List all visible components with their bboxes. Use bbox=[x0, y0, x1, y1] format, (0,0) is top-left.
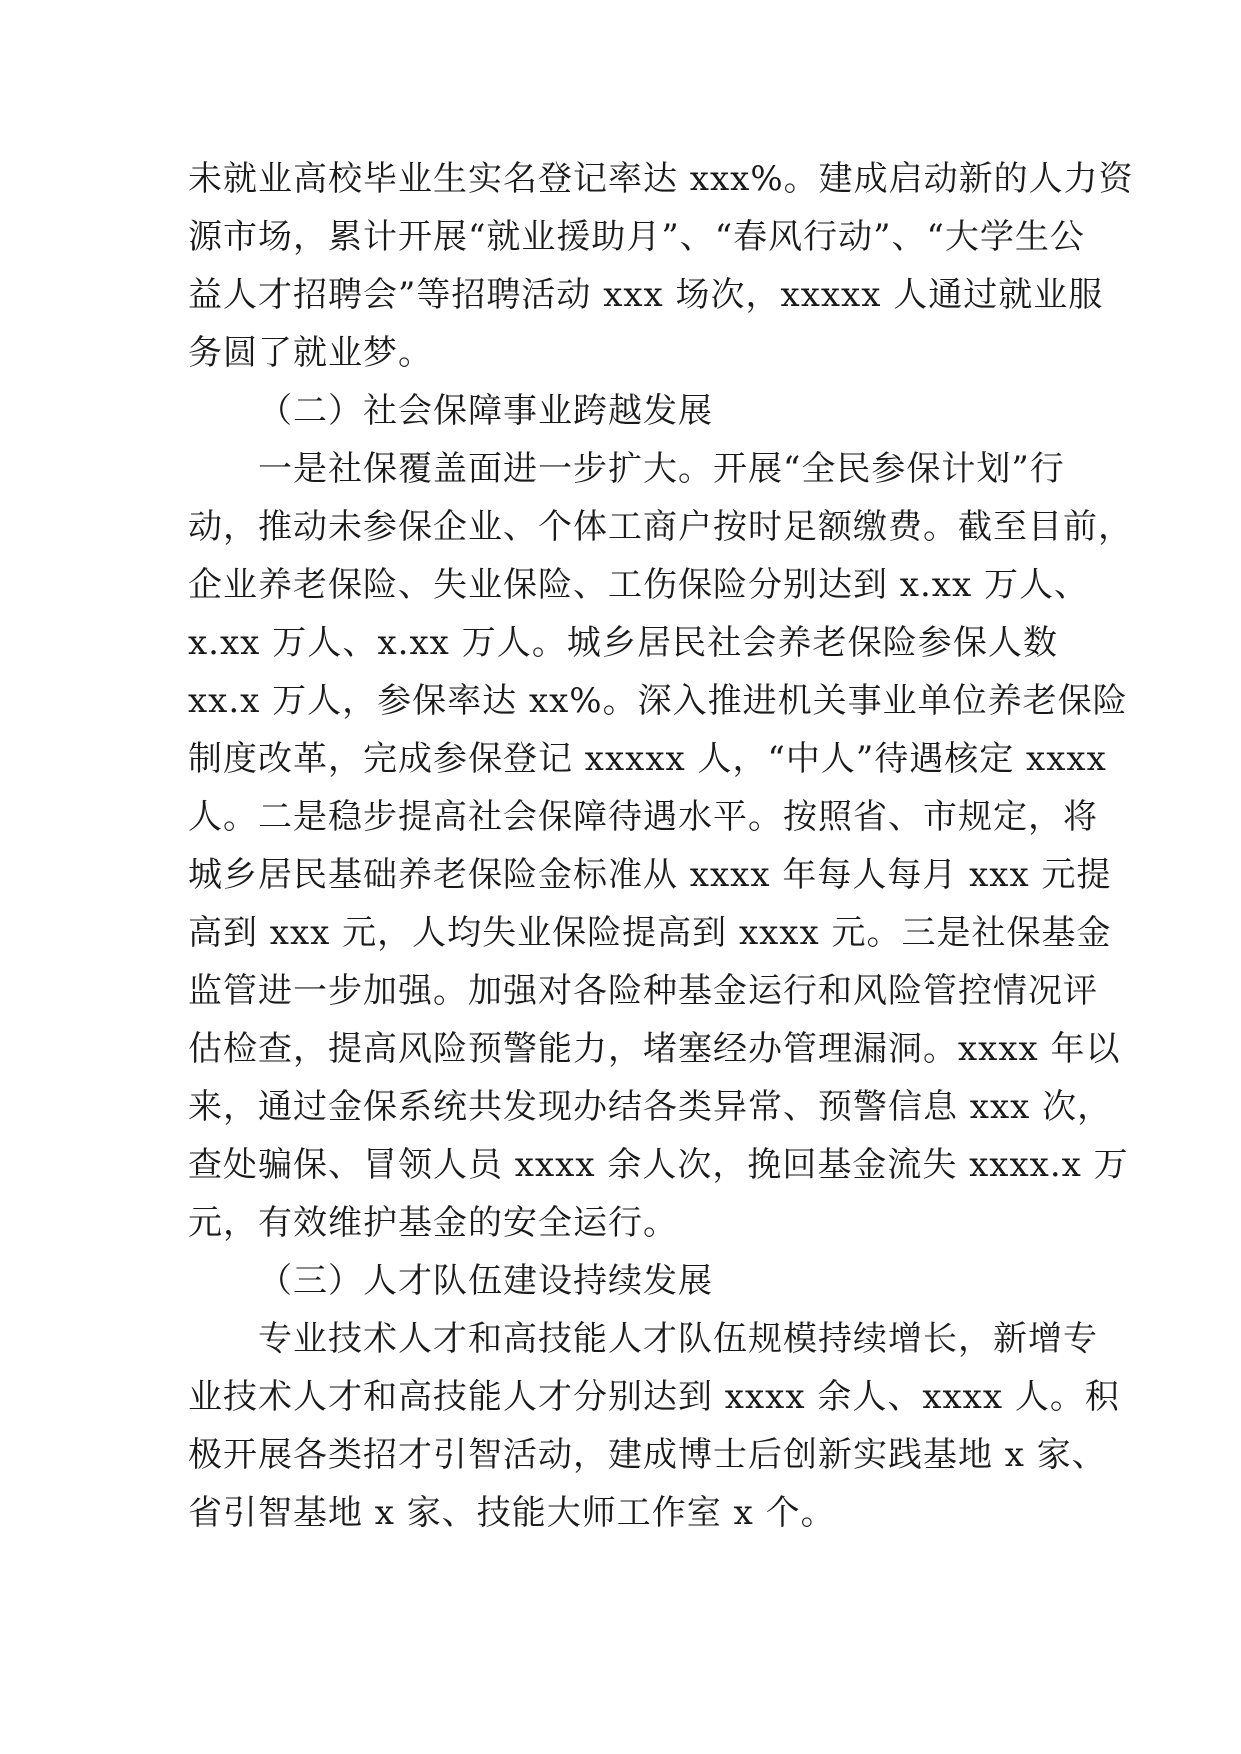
section-heading: （三）人才队伍建设持续发展 bbox=[258, 1261, 713, 1301]
text-line: 业技术人才和高技能人才分别达到 xxxx 余人、xxxx 人。积 bbox=[188, 1377, 1120, 1417]
text-line: 人。二是稳步提高社会保障待遇水平。按照省、市规定，将 bbox=[188, 797, 1098, 837]
text-line: 未就业高校毕业生实名登记率达 xxx%。建成启动新的人力资 bbox=[188, 159, 1134, 199]
section-heading: （二）社会保障事业跨越发展 bbox=[258, 391, 713, 431]
text-line: 动，推动未参保企业、个体工商户按时足额缴费。截至目前， bbox=[188, 507, 1133, 547]
text-line: 制度改革，完成参保登记 xxxxx 人，“中人”待遇核定 xxxx bbox=[188, 739, 1107, 779]
paragraph-first-line: 专业技术人才和高技能人才队伍规模持续增长，新增专 bbox=[258, 1319, 1098, 1359]
text-line: 源市场，累计开展“就业援助月”、“春风行动”、“大学生公 bbox=[188, 217, 1085, 257]
text-line: 估检查，提高风险预警能力，堵塞经办管理漏洞。xxxx 年以 bbox=[188, 1029, 1121, 1069]
text-line: 元，有效维护基金的安全运行。 bbox=[188, 1203, 678, 1243]
text-line: 城乡居民基础养老保险金标准从 xxxx 年每人每月 xxx 元提 bbox=[188, 855, 1112, 895]
text-line: 益人才招聘会”等招聘活动 xxx 场次，xxxxx 人通过就业服 bbox=[188, 275, 1104, 315]
text-line: 查处骗保、冒领人员 xxxx 余人次，挽回基金流失 xxxx.x 万 bbox=[188, 1145, 1129, 1185]
text-line: 来，通过金保系统共发现办结各类异常、预警信息 xxx 次， bbox=[188, 1087, 1113, 1127]
text-line: 高到 xxx 元，人均失业保险提高到 xxxx 元。三是社保基金 bbox=[188, 913, 1112, 953]
text-line: 务圆了就业梦。 bbox=[188, 333, 433, 373]
text-line: xx.x 万人，参保率达 xx%。深入推进机关事业单位养老保险 bbox=[188, 681, 1128, 721]
text-line: x.xx 万人、x.xx 万人。城乡居民社会养老保险参保人数 bbox=[188, 623, 1058, 663]
text-line: 监管进一步加强。加强对各险种基金运行和风险管控情况评 bbox=[188, 971, 1098, 1011]
text-line: 省引智基地 x 家、技能大师工作室 x 个。 bbox=[188, 1493, 836, 1533]
document-page bbox=[188, 150, 1134, 1542]
text-line: 企业养老保险、失业保险、工伤保险分别达到 x.xx 万人、 bbox=[188, 565, 1089, 605]
text-line: 极开展各类招才引智活动，建成博士后创新实践基地 x 家、 bbox=[188, 1435, 1107, 1475]
paragraph-first-line: 一是社保覆盖面进一步扩大。开展“全民参保计划”行 bbox=[258, 449, 1065, 489]
